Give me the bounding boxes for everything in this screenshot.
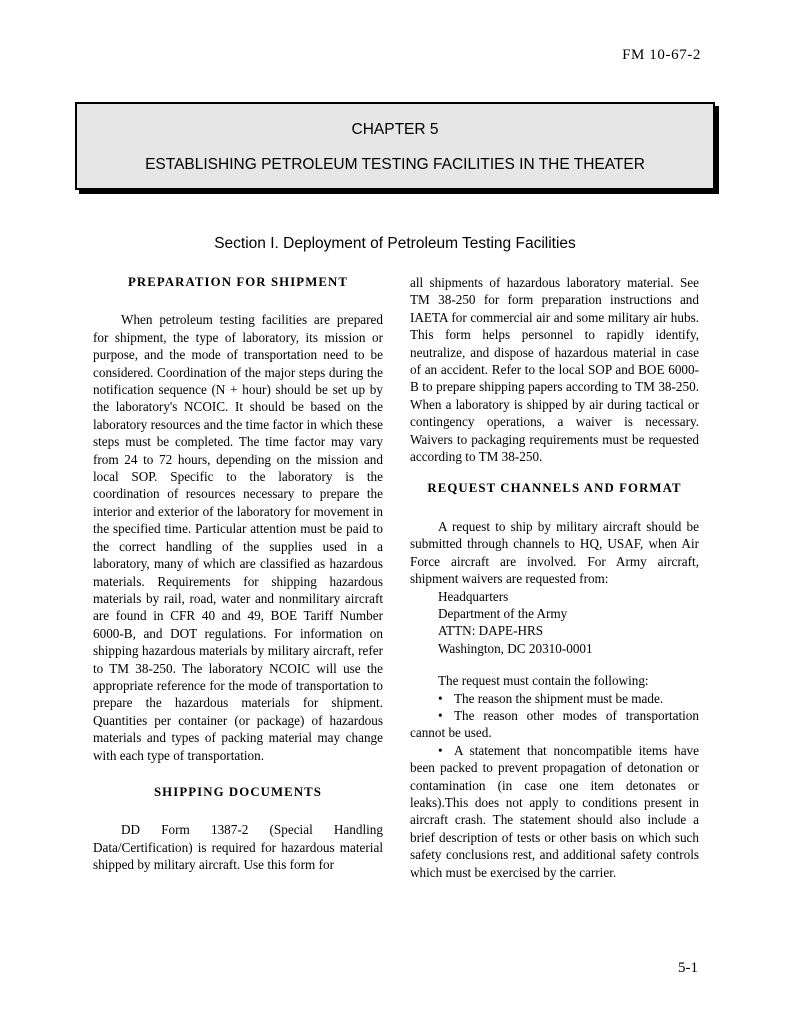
section-title: Section I. Deployment of Petroleum Testing Facilities xyxy=(214,235,576,252)
chapter-banner xyxy=(75,102,715,190)
heading-preparation-for-shipment: PREPARATION FOR SHIPMENT xyxy=(127,275,348,289)
list-intro: The request must contain the following: xyxy=(438,673,649,689)
right-column xyxy=(410,274,699,881)
document-id: FM 10-67-2 xyxy=(622,47,701,63)
address-line: ATTN: DAPE-HRS xyxy=(438,623,544,639)
bullet-icon: • xyxy=(438,690,443,706)
paragraph-preparation: When petroleum testing facilities are prepared for shipment, the type of laboratory, its mission or purpose, and the mode of transportation need to be considered. Coordination of the major steps during the notification sequence (N + hour) should be set up by the laboratory's NCOIC. It should be based on the laboratory resources and the time factor in which these steps must be completed. The time factor may vary from 24 to 72 hours, depending on the mission and local SOP. Specific to the laboratory is the coordination of resources necessary to prepare the interior and exterior of the laboratory for movement in the specified time. Particular attention must be paid to the correct handling of the supplies used in a laboratory, many of which are classified as hazardous materials. Requirements for shipping hazardous materials by rail, road, water and nonmilitary aircraft are found in CFR 40 and 49, BOE Tariff Number 6000-B, and DOT regulations. For information on shipping hazardous materials by military aircraft, refer to TM 38-250. The laboratory NCOIC will use the appropriate reference for the mode of transportation to prepare the hazardous materials for shipment. Quantities per container (or package) of hazardous materials and types of packing material may change with each type of transportation. xyxy=(93,312,383,763)
paragraph-request-channels: A request to ship by military aircraft should be submitted through channels to HQ, USAF, when Air Force aircraft are involved. For Army aircraft, shipment waivers are requested from: xyxy=(410,518,699,587)
left-column xyxy=(93,274,383,874)
heading-shipping-documents: SHIPPING DOCUMENTS xyxy=(153,784,323,799)
paragraph-shipping-documents: DD Form 1387-2 (Special Handling Data/Certification) is required for hazardous material shipped by military aircraft. Use this form for xyxy=(93,822,383,873)
list-item: • A statement that noncompatible items have been packed to prevent propagation of detonation or contamination (in case one item detonates or leaks).This does not apply to conditions present in aircraft crash. The statement should also include a brief description of tests or other basis on which such safety conclusions rest, and additional safety controls which must be exercised by the carrier. xyxy=(410,742,699,880)
heading-request-channels: REQUEST CHANNELS AND FORMAT xyxy=(427,481,682,496)
list-item: • The reason the shipment must be made. xyxy=(438,690,664,706)
mailing-address xyxy=(410,588,699,658)
list-item: • The reason other modes of transportation cannot be used. xyxy=(410,707,699,741)
chapter-title: ESTABLISHING PETROLEUM TESTING FACILITIES IN THE THEATER xyxy=(145,156,645,173)
address-line: Headquarters xyxy=(438,588,509,604)
address-line: Department of the Army xyxy=(438,605,568,621)
page-number: 5-1 xyxy=(678,960,698,976)
paragraph-shipping-documents-continued: all shipments of hazardous laboratory material. See TM 38-250 for form preparation instructions and IAETA for commercial air and some military air hubs. This form helps personnel to rapidly identify, neutralize, and dispose of hazardous material in case of an accident. Refer to the local SOP and BOE 6000-B to prepare shipping papers according to TM 38-250. When a laboratory is shipped by air during tactical or contingency operations, a waiver is necessary. Waivers to packaging requirements must be requested according to TM 38-250. xyxy=(410,275,699,465)
bullet-icon: • xyxy=(438,742,443,758)
address-line: Washington, DC 20310-0001 xyxy=(438,640,593,656)
chapter-number: CHAPTER 5 xyxy=(351,121,439,138)
bullet-icon: • xyxy=(438,707,443,723)
